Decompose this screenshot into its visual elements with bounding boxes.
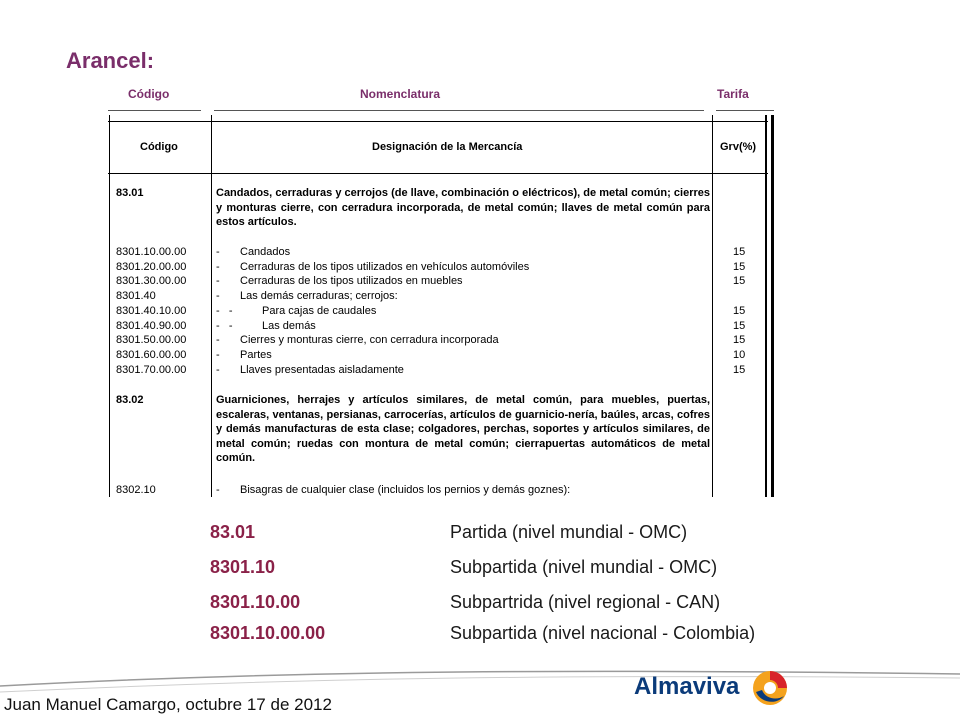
table-row-text: Cierres y monturas cierre, con cerradura incorporada	[240, 334, 499, 347]
table-row-dash: -	[216, 246, 220, 258]
table-row-text: Las demás	[262, 319, 316, 332]
legend-description: Partida (nivel mundial - OMC)	[450, 522, 688, 542]
table-row-dash: -	[216, 484, 220, 496]
table-row-tariff: 15	[733, 319, 746, 332]
footer	[0, 668, 960, 720]
table-row-text: Bisagras de cualquier clase (incluidos los pernios y demás goznes):	[240, 484, 571, 496]
table-row-description	[216, 245, 290, 260]
table-row-text: Cerraduras de los tipos utilizados en vehículos automóviles	[240, 260, 530, 273]
legend-description: Subpartrida (nivel regional - CAN)	[450, 592, 721, 612]
table-row-dash: -	[216, 334, 220, 347]
legend-code: 83.01	[210, 522, 256, 542]
table-row-dash: -	[216, 363, 220, 376]
heading-code-8302: 83.02	[116, 394, 144, 406]
table-row-code: 8302.10	[116, 484, 156, 496]
heading-text-8302: Guarniciones, herrajes y artículos similares, de metal común, para muebles, puertas, escaleras, ventanas, persianas, carrocerías, artículos de guarnicio-nería, baúles, arcas, cofres y demás manufacturas de esta clase; colgadores, perchas, soportes y artículos similares, de metal común; ruedas con montura de metal común; cierrapuertas automáticos de metal común.	[216, 394, 710, 465]
column-designacion: Designación de la Mercancía	[372, 141, 523, 153]
heading-text-8301: Candados, cerraduras y cerrojos (de llave, combinación o eléctricos), de metal común; cierres y monturas cierre, con cerradura incorporada, de metal común; llaves de metal común para estos artículos.	[216, 187, 710, 229]
legend-code: 8301.10.00	[210, 592, 301, 612]
header-line-codigo	[108, 110, 201, 111]
header-nomenclatura: Nomenclatura	[360, 87, 441, 101]
heading-code-8301: 83.01	[116, 187, 144, 199]
table-row-description	[216, 363, 404, 378]
header-line-tarifa	[716, 110, 774, 111]
table-row-description	[216, 274, 463, 289]
table-row-description	[216, 319, 316, 334]
column-grv: Grv(%)	[720, 141, 757, 153]
table-row-dash: -	[216, 275, 220, 288]
table-row-tariff: 15	[733, 275, 746, 288]
table-row-text: Llaves presentadas aisladamente	[240, 363, 404, 376]
table-row-dash: -	[216, 260, 220, 273]
table-row-description	[216, 333, 499, 348]
logo-wordmark: Almaviva	[634, 673, 740, 700]
table-row-description	[216, 348, 272, 363]
header-line-nomenclatura	[214, 110, 704, 111]
legend-description: Subpartida (nivel nacional - Colombia)	[450, 623, 756, 643]
tariff-table-scan	[108, 115, 776, 497]
table-row-description	[216, 260, 529, 275]
table-row-code: 8301.40	[116, 290, 156, 303]
header-codigo: Código	[128, 87, 170, 101]
almaviva-logo	[634, 668, 794, 710]
table-row-description	[216, 289, 398, 304]
logo-swirl-icon	[750, 668, 790, 708]
table-row-text: Cerraduras de los tipos utilizados en muebles	[240, 275, 463, 288]
table-row-dash: -	[216, 348, 220, 361]
table-row-text: Candados	[240, 246, 291, 258]
footer-author: Juan Manuel Camargo, octubre 17 de 2012	[4, 695, 332, 714]
table-row-text: Partes	[240, 348, 272, 361]
table-row-text: Las demás cerraduras; cerrojos:	[240, 290, 398, 303]
table-row-tariff: 10	[733, 348, 746, 361]
table-row-dash: -	[216, 290, 220, 303]
table-row-code: 8301.40.10.00	[116, 304, 187, 317]
table-row-code: 8301.40.90.00	[116, 319, 187, 332]
table-row-code: 8301.70.00.00	[116, 363, 187, 376]
table-row-text: Para cajas de caudales	[262, 304, 377, 317]
table-row-tariff: 15	[733, 363, 746, 376]
table-row-dash: - -	[216, 304, 233, 317]
table-row-tariff: 15	[733, 246, 746, 258]
header-tarifa: Tarifa	[717, 87, 749, 101]
legend-code: 8301.10	[210, 557, 276, 577]
legend-code: 8301.10.00.00	[210, 623, 326, 643]
table-row-code: 8301.20.00.00	[116, 260, 187, 273]
table-row-tariff: 15	[733, 334, 746, 347]
table-row-code: 8301.50.00.00	[116, 334, 187, 347]
table-row-description	[216, 304, 376, 319]
column-codigo: Código	[140, 141, 178, 153]
legend-description: Subpartida (nivel mundial - OMC)	[450, 557, 718, 577]
table-row-code: 8301.60.00.00	[116, 348, 187, 361]
slide-title: Arancel:	[66, 48, 155, 73]
table-row-code: 8301.10.00.00	[116, 246, 187, 258]
table-row-tariff: 15	[733, 304, 746, 317]
table-row-code: 8301.30.00.00	[116, 275, 187, 288]
table-row-tariff: 15	[733, 260, 746, 273]
table-row-dash: - -	[216, 319, 233, 332]
table-row-description	[216, 483, 570, 497]
